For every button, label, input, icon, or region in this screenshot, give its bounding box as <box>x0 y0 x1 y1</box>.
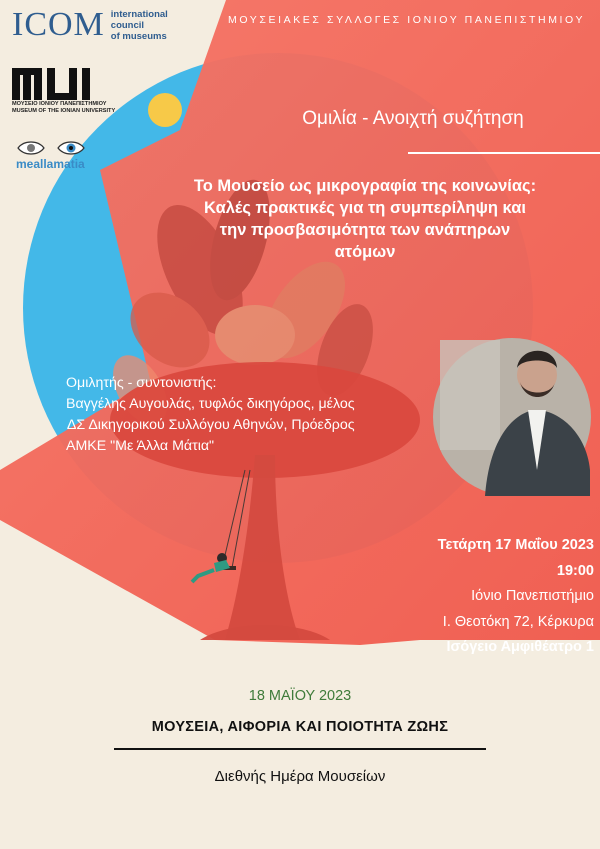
footer-day: Διεθνής Ημέρα Μουσείων <box>214 768 386 785</box>
speaker-organization-line: ΑΜΚΕ "Με Άλλα Μάτια" <box>66 438 215 454</box>
sun-shape <box>148 93 182 127</box>
speaker-affiliation-line: ΔΣ Δικηγορικού Συλλόγου Αθηνών, Πρόεδρος <box>66 417 355 433</box>
footer-divider <box>114 748 486 750</box>
icom-subtitle: international council of museums <box>110 8 168 42</box>
museum-logo-caption: ΜΟΥΣΕΙΟ ΙΟΝΙΟΥ ΠΑΝΕΠΙΣΤΗΜΙΟΥ MUSEUM OF THE IONIAN UNIVERSITY <box>12 101 116 114</box>
event-date: Τετάρτη 17 Μαΐου 2023 <box>437 537 594 553</box>
icom-wordmark: ICOM <box>12 6 105 43</box>
event-room: Ισόγειο Αμφιθέατρο 1 <box>446 639 594 655</box>
header-divider <box>408 152 600 154</box>
footer-date: 18 ΜΑΪΟΥ 2023 <box>248 688 352 704</box>
event-address: Ι. Θεοτόκη 72, Κέρκυρα <box>442 613 594 630</box>
event-type: Ομιλία - Ανοιχτή συζήτηση <box>302 108 524 129</box>
eyes-icon <box>16 139 96 157</box>
museum-logo-mark <box>12 68 100 100</box>
meallamatia-logo: meallamatia <box>16 157 85 171</box>
icom-logo <box>12 8 168 42</box>
event-title: Το Μουσείο ως μικρογραφία της κοινωνίας: Καλές πρακτικές για τη συμπερίληψη και την προσβασιμότητα των ανάπηρων ατόμων <box>193 177 537 261</box>
footer-theme: ΜΟΥΣΕΙΑ, ΑΙΦΟΡΙΑ ΚΑΙ ΠΟΙΟΤΗΤΑ ΖΩΗΣ <box>151 719 449 735</box>
event-place: Ιόνιο Πανεπιστήμιο <box>471 588 594 604</box>
organization-header: ΜΟΥΣΕΙΑΚΕΣ ΣΥΛΛΟΓΕΣ ΙΟΝΙΟΥ ΠΑΝΕΠΙΣΤΗΜΙΟΥ <box>228 14 586 26</box>
speaker-name-line: Βαγγέλης Αυγουλάς, τυφλός δικηγόρος, μέλος <box>66 396 355 412</box>
event-details <box>438 533 594 661</box>
speaker-info <box>66 373 355 457</box>
event-time: 19:00 <box>556 562 594 579</box>
speaker-role: Ομιλητής - συντονιστής: <box>66 375 217 391</box>
